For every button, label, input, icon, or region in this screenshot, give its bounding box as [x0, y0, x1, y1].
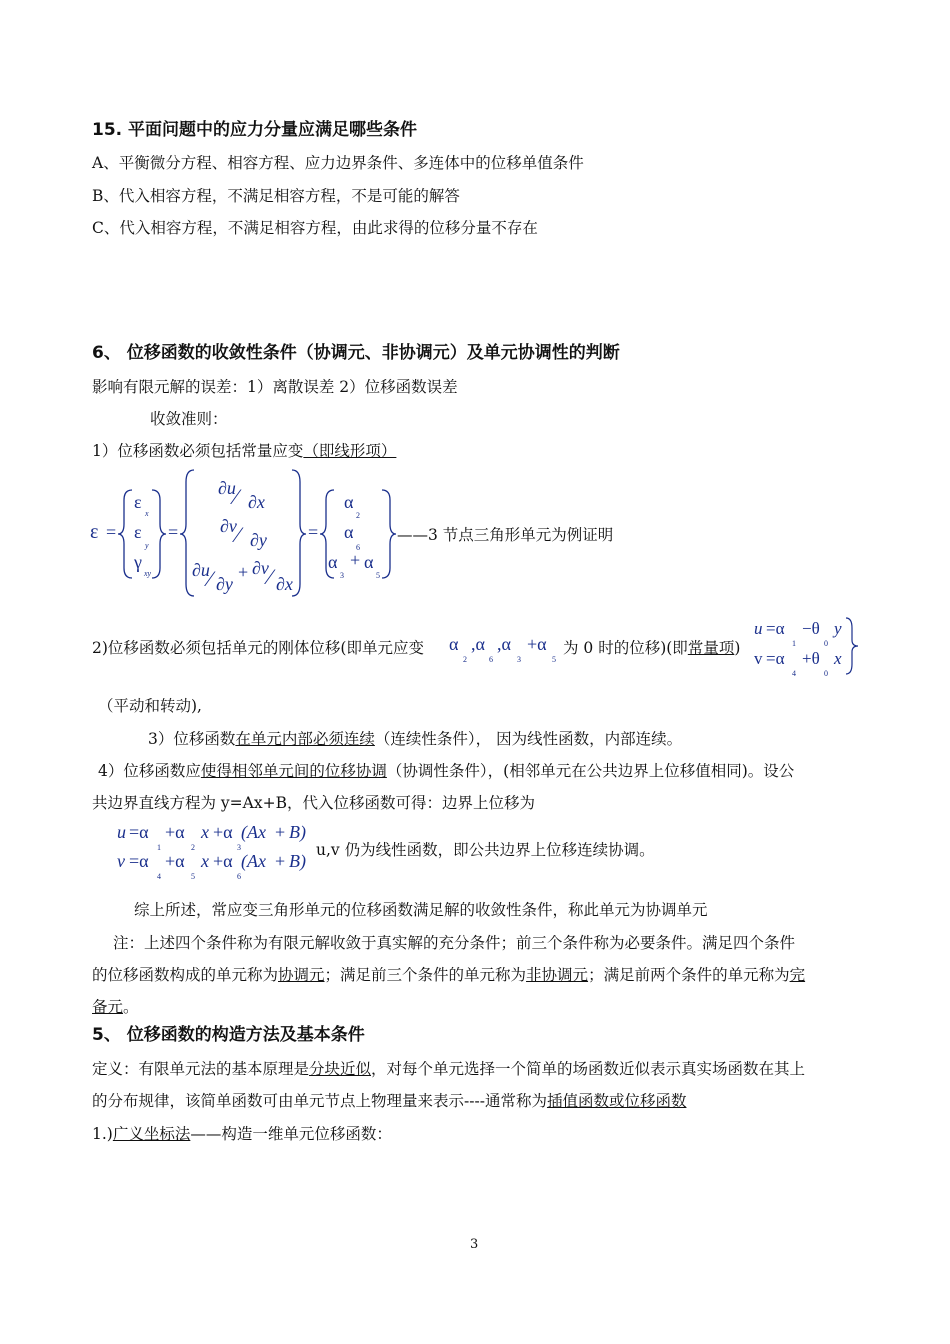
svg-text:=: =	[168, 522, 179, 542]
svg-text:,α: ,α	[497, 634, 511, 654]
criterion-2-mid-text: 为 0 时的位移)(即	[563, 639, 688, 657]
svg-text:v: v	[117, 851, 125, 871]
svg-text:+: +	[275, 851, 286, 871]
svg-text:ε: ε	[134, 492, 142, 512]
svg-text:⁄: ⁄	[234, 484, 238, 509]
svg-text:=α: =α	[766, 649, 785, 668]
svg-text:−θ: −θ	[802, 619, 820, 638]
svg-text:6: 6	[237, 872, 241, 881]
svg-text:5: 5	[376, 571, 380, 580]
svg-text:(Ax: (Ax	[241, 822, 266, 842]
criterion-4-suffix: （协调性条件），(相邻单元在公共边界上位移值相同)。设公	[386, 762, 795, 780]
svg-text:=α: =α	[766, 619, 785, 638]
svg-text:=: =	[308, 522, 319, 542]
criterion-4-line2: 共边界直线方程为 y=Ax+B，代入位移函数可得：边界上位移为	[92, 794, 535, 812]
strain-alphas	[449, 628, 567, 664]
generalized-coordinate-method: 广义坐标法	[112, 1125, 191, 1143]
interpolation-function: 插值函数或位移函数	[546, 1092, 687, 1110]
note-line-3-end: 。	[123, 998, 139, 1016]
svg-text:ε: ε	[134, 522, 142, 542]
nonconforming-element: 非协调元	[526, 966, 589, 984]
constant-term-underlined: 常量项	[687, 639, 735, 657]
note-line-2	[92, 963, 805, 985]
svg-text:B): B)	[289, 822, 306, 842]
criterion-4-text: 4）位移函数应	[98, 762, 201, 780]
svg-text:u: u	[117, 822, 126, 842]
rigid-displacement-equation	[752, 612, 862, 680]
svg-text:(Ax: (Ax	[241, 851, 266, 871]
svg-text:∂v: ∂v	[220, 516, 237, 536]
svg-text:y: y	[145, 541, 149, 550]
svg-text:+: +	[238, 562, 249, 582]
section-5-heading: 5、 位移函数的构造方法及基本条件	[92, 1025, 365, 1045]
criterion-4-underlined: 使得相邻单元间的位移协调	[200, 762, 387, 780]
svg-text:⁄: ⁄	[268, 564, 272, 589]
svg-text:⁄: ⁄	[236, 522, 240, 547]
svg-text:+α: +α	[165, 822, 185, 842]
svg-text:,α: ,α	[471, 634, 485, 654]
svg-text:y: y	[834, 619, 842, 638]
svg-text:6: 6	[356, 543, 360, 552]
criterion-2-mid	[563, 636, 740, 658]
svg-text:α: α	[344, 522, 354, 542]
svg-text:+: +	[275, 822, 286, 842]
svg-text:∂u: ∂u	[218, 478, 236, 498]
definition-line-2-text: 的分布规律，该简单函数可由单元节点上物理量来表示----通常称为	[92, 1092, 547, 1110]
svg-text:x: x	[201, 851, 209, 871]
svg-text:x: x	[834, 649, 842, 668]
svg-text:6: 6	[489, 655, 493, 664]
criterion-3-underlined: 在单元内部必须连续	[235, 730, 375, 748]
note-line-1: 注：上述四个条件称为有限元解收敛于真实解的充分条件；前三个条件称为必要条件。满足四个条件	[113, 934, 796, 952]
svg-text:3: 3	[517, 655, 521, 664]
summary: 综上所述，常应变三角形单元的位移函数满足解的收敛性条件，称此单元为协调单元	[134, 901, 708, 919]
svg-text:3: 3	[340, 571, 344, 580]
error-line: 影响有限元解的误差：1）离散误差 2）位移函数误差	[92, 378, 458, 396]
definition-a: 定义：有限单元法的基本原理是	[92, 1060, 310, 1078]
boundary-equation-note: u,v 仍为线性函数，即公共边界上位移连续协调。	[316, 841, 655, 859]
complete-element-part2: 备元	[92, 998, 124, 1016]
svg-text:5: 5	[552, 655, 556, 664]
svg-text:+θ: +θ	[802, 649, 820, 668]
svg-text:x: x	[145, 509, 149, 518]
svg-text:α: α	[449, 634, 459, 654]
svg-text:∂y: ∂y	[216, 574, 233, 594]
svg-text:B): B)	[289, 851, 306, 871]
svg-text:1: 1	[792, 639, 796, 648]
page-number: 3	[470, 1237, 479, 1252]
svg-text:⁄: ⁄	[208, 566, 212, 591]
definition-b: ，对每个单元选择一个简单的场函数近似表示真实场函数在其上	[371, 1060, 806, 1078]
criterion-2-end: )	[734, 639, 741, 657]
svg-text:∂x: ∂x	[248, 492, 265, 512]
svg-text:∂u: ∂u	[192, 560, 210, 580]
svg-text:3: 3	[237, 843, 241, 852]
svg-text:=α: =α	[129, 851, 149, 871]
svg-text:=α: =α	[129, 822, 149, 842]
piecewise-approx: 分块近似	[309, 1060, 372, 1078]
svg-text:∂v: ∂v	[252, 558, 269, 578]
svg-text:∂x: ∂x	[276, 574, 293, 594]
svg-text:+α: +α	[213, 851, 233, 871]
svg-text:=: =	[106, 522, 117, 542]
section-15-heading: 15. 平面问题中的应力分量应满足哪些条件	[92, 120, 418, 140]
note-line-2-a: 的位移函数构成的单元称为	[92, 966, 279, 984]
item-1-prefix: 1.)	[92, 1125, 113, 1143]
svg-text:α: α	[328, 552, 338, 572]
item-1	[92, 1122, 392, 1144]
svg-text:u: u	[754, 619, 763, 638]
conforming-element: 协调元	[278, 966, 325, 984]
svg-text:+: +	[350, 550, 361, 570]
svg-text:2: 2	[191, 843, 195, 852]
criterion-3-text: 3）位移函数	[148, 730, 236, 748]
criterion-1-underlined: （即线形项）	[303, 442, 397, 460]
note-line-2-b: ；满足前三个条件的单元称为	[324, 966, 527, 984]
svg-text:4: 4	[792, 669, 796, 678]
svg-text:x: x	[201, 822, 209, 842]
option-c: C、代入相容方程，不满足相容方程，由此求得的位移分量不存在	[92, 219, 538, 237]
criterion-2-paren: （平动和转动),	[98, 697, 202, 715]
svg-text:2: 2	[356, 511, 360, 520]
note-line-3	[92, 995, 139, 1017]
criterion-2-text: 2)位移函数必须包括单元的刚体位移(即单元应变	[92, 639, 424, 657]
svg-text:+α: +α	[527, 634, 547, 654]
section-6-heading: 6、 位移函数的收敛性条件（协调元、非协调元）及单元协调性的判断	[92, 343, 620, 363]
strain-equation-note: ——3 节点三角形单元为例证明	[397, 526, 614, 544]
svg-text:5: 5	[191, 872, 195, 881]
definition-line-2	[92, 1089, 686, 1111]
criterion-2	[92, 636, 424, 658]
svg-text:+α: +α	[213, 822, 233, 842]
svg-text:∂y: ∂y	[250, 530, 267, 550]
boundary-displacement-equation	[115, 818, 320, 882]
svg-text:2: 2	[463, 655, 467, 664]
criterion-3-suffix: （连续性条件）， 因为线性函数，内部连续。	[374, 730, 683, 748]
svg-text:γ: γ	[134, 552, 142, 572]
note-line-2-c: ；满足前两个条件的单元称为	[588, 966, 790, 984]
svg-text:4: 4	[157, 872, 161, 881]
option-a: A、平衡微分方程、相容方程、应力边界条件、多连体中的位移单值条件	[92, 154, 584, 172]
svg-text:ε: ε	[90, 521, 99, 543]
criterion-3	[148, 727, 682, 749]
item-1-suffix: ——构造一维单元位移函数：	[190, 1125, 392, 1143]
svg-text:1: 1	[157, 843, 161, 852]
svg-text:α: α	[364, 552, 374, 572]
svg-text:0: 0	[824, 669, 828, 678]
complete-element-part1: 完	[789, 966, 806, 984]
svg-text:+α: +α	[165, 851, 185, 871]
svg-text:α: α	[344, 492, 354, 512]
option-b: B、代入相容方程，不满足相容方程，不是可能的解答	[92, 187, 460, 205]
criteria-label: 收敛准则：	[150, 410, 228, 428]
criterion-1	[92, 439, 396, 461]
svg-text:v: v	[754, 649, 763, 668]
strain-equation	[88, 466, 408, 601]
criterion-4	[98, 759, 794, 781]
svg-text:0: 0	[824, 639, 828, 648]
criterion-1-text: 1）位移函数必须包括常量应变	[92, 442, 304, 460]
svg-text:xy: xy	[144, 569, 152, 578]
definition-line-1	[92, 1057, 805, 1079]
